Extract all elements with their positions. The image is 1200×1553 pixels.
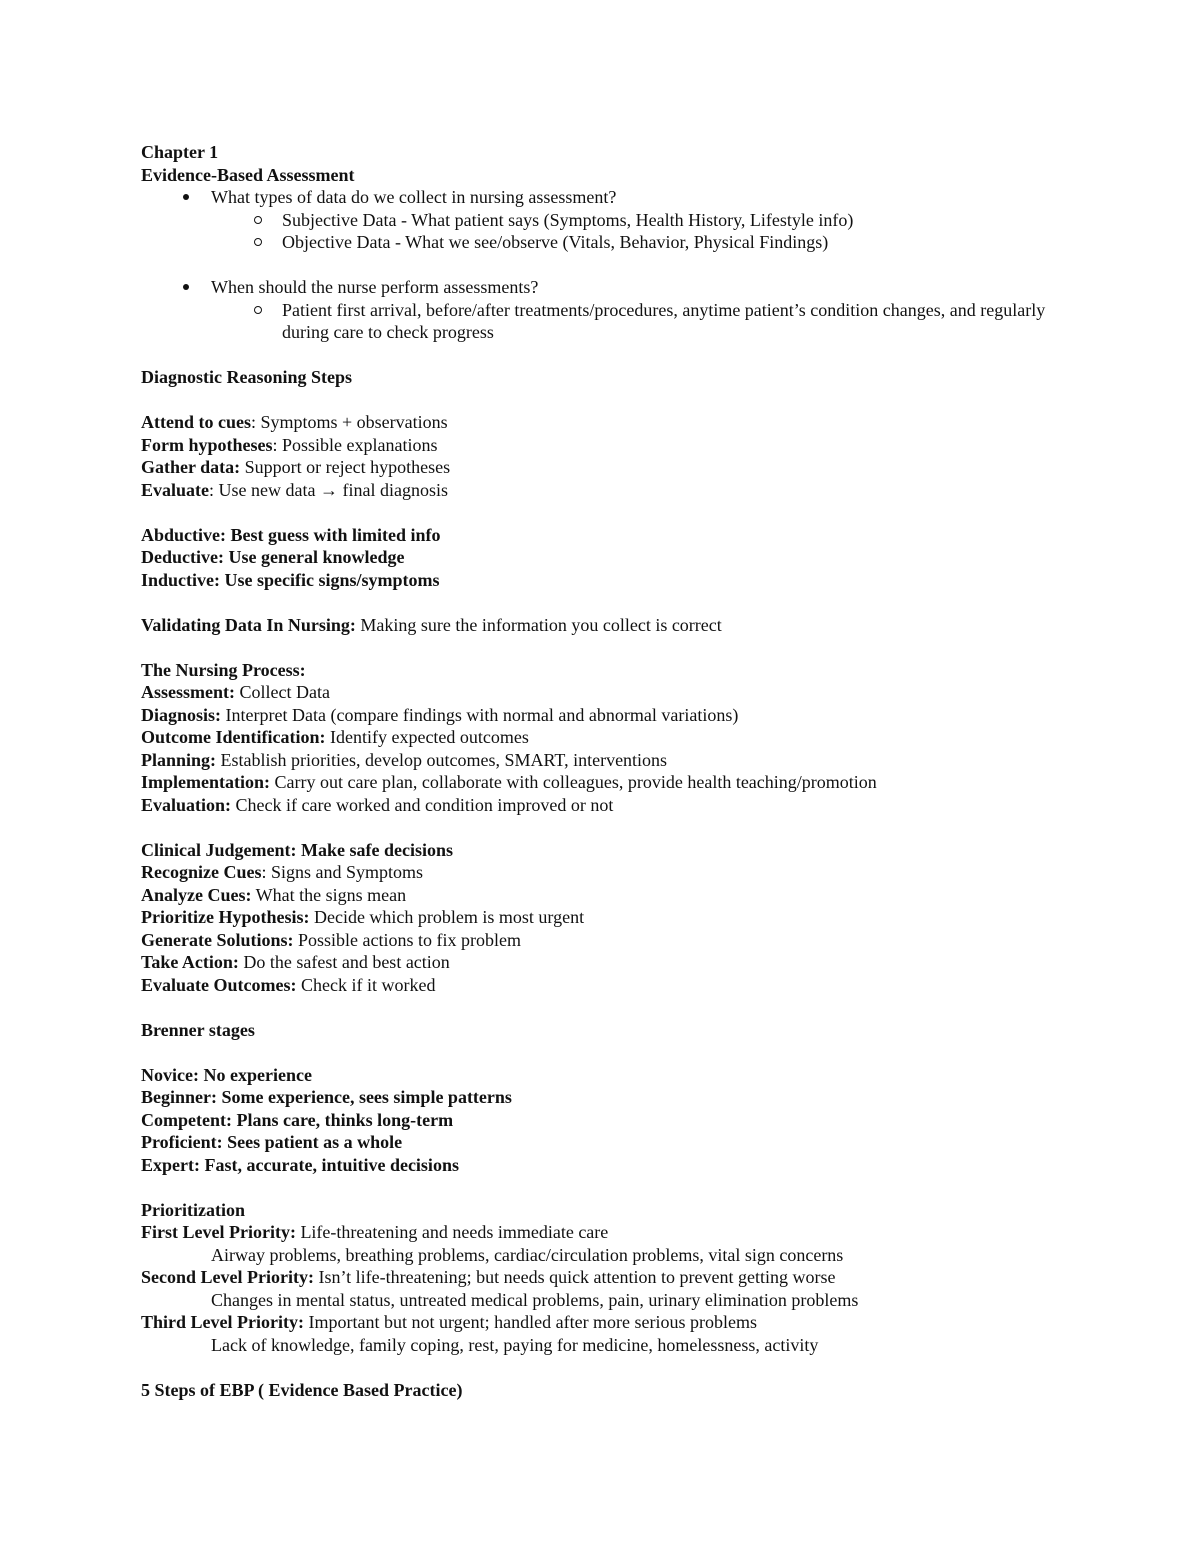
reasoning-type: Abductive: Best guess with limited info xyxy=(141,524,441,545)
reasoning-type: Inductive: Use specific signs/symptoms xyxy=(141,569,440,590)
judgement-step: Take Action: Do the safest and best action xyxy=(141,952,450,972)
bullet-item: What types of data do we collect in nursing assessment? xyxy=(141,186,1081,209)
reasoning-step: Evaluate: Use new data → final diagnosis xyxy=(141,479,448,500)
process-step: Implementation: Carry out care plan, collaborate with colleagues, provide health teaching/promotion xyxy=(141,772,877,792)
sub-bullet-item: Objective Data - What we see/observe (Vitals, Behavior, Physical Findings) xyxy=(141,231,1081,254)
benner-stage: Expert: Fast, accurate, intuitive decisions xyxy=(141,1154,459,1175)
document-page xyxy=(141,141,1081,1401)
sub-bullet-item: Patient first arrival, before/after treatments/procedures, anytime patient’s condition changes, and regularly during care to check progress xyxy=(141,299,1081,344)
judgement-step: Prioritize Hypothesis: Decide which problem is most urgent xyxy=(141,907,585,927)
circle-bullet-icon xyxy=(254,216,262,224)
bullet-item: Changes in mental status, untreated medical problems, pain, urinary elimination problems xyxy=(211,1289,859,1310)
validating-data: Validating Data In Nursing: Making sure the information you collect is correct xyxy=(141,614,722,635)
section-title-prioritization: Prioritization xyxy=(141,1199,245,1220)
reasoning-type: Deductive: Use general knowledge xyxy=(141,547,405,567)
section-title-benner: Brenner stages xyxy=(141,1019,255,1040)
process-step: Assessment: Collect Data xyxy=(141,682,330,702)
priority-level: Second Level Priority: Isn’t life-threatening; but needs quick attention to prevent getting worse xyxy=(141,1267,836,1287)
circle-bullet-icon xyxy=(254,238,262,246)
bullet-icon xyxy=(183,284,189,290)
judgement-step: Evaluate Outcomes: Check if it worked xyxy=(141,974,436,995)
benner-stage: Proficient: Sees patient as a whole xyxy=(141,1132,403,1152)
benner-stage: Novice: No experience xyxy=(141,1064,312,1085)
process-step: Outcome Identification: Identify expected outcomes xyxy=(141,727,529,747)
reasoning-step: Attend to cues: Symptoms + observations xyxy=(141,412,448,432)
judgement-step: Analyze Cues: What the signs mean xyxy=(141,884,407,905)
sub-bullet-item: Subjective Data - What patient says (Symptoms, Health History, Lifestyle info) xyxy=(141,209,1081,232)
process-step: Diagnosis: Interpret Data (compare findings with normal and abnormal variations) xyxy=(141,704,739,725)
process-step: Evaluation: Check if care worked and condition improved or not xyxy=(141,794,614,815)
section-title-eba: Evidence-Based Assessment xyxy=(141,164,355,185)
reasoning-step: Form hypotheses: Possible explanations xyxy=(141,434,438,455)
reasoning-step: Gather data: Support or reject hypotheses xyxy=(141,457,451,477)
judgement-step: Generate Solutions: Possible actions to fix problem xyxy=(141,929,521,950)
section-title-ebp: 5 Steps of EBP ( Evidence Based Practice) xyxy=(141,1379,463,1400)
circle-bullet-icon xyxy=(254,306,262,314)
benner-stage: Competent: Plans care, thinks long-term xyxy=(141,1109,454,1130)
bullet-item: Airway problems, breathing problems, cardiac/circulation problems, vital sign concerns xyxy=(211,1244,844,1265)
section-title-clinical-judgement: Clinical Judgement: Make safe decisions xyxy=(141,839,453,860)
priority-level: Third Level Priority: Important but not urgent; handled after more serious problems xyxy=(141,1312,758,1332)
bullet-item: When should the nurse perform assessments? xyxy=(141,276,1081,299)
benner-stage: Beginner: Some experience, sees simple patterns xyxy=(141,1087,512,1107)
section-title-diagnostic-reasoning: Diagnostic Reasoning Steps xyxy=(141,367,353,387)
chapter-heading: Chapter 1 xyxy=(141,142,219,162)
section-title-nursing-process: The Nursing Process: xyxy=(141,659,306,680)
process-step: Planning: Establish priorities, develop outcomes, SMART, interventions xyxy=(141,749,668,770)
bullet-icon xyxy=(183,194,189,200)
judgement-step: Recognize Cues: Signs and Symptoms xyxy=(141,862,424,882)
priority-level: First Level Priority: Life-threatening and needs immediate care xyxy=(141,1222,609,1242)
bullet-item: Lack of knowledge, family coping, rest, paying for medicine, homelessness, activity xyxy=(211,1334,819,1355)
